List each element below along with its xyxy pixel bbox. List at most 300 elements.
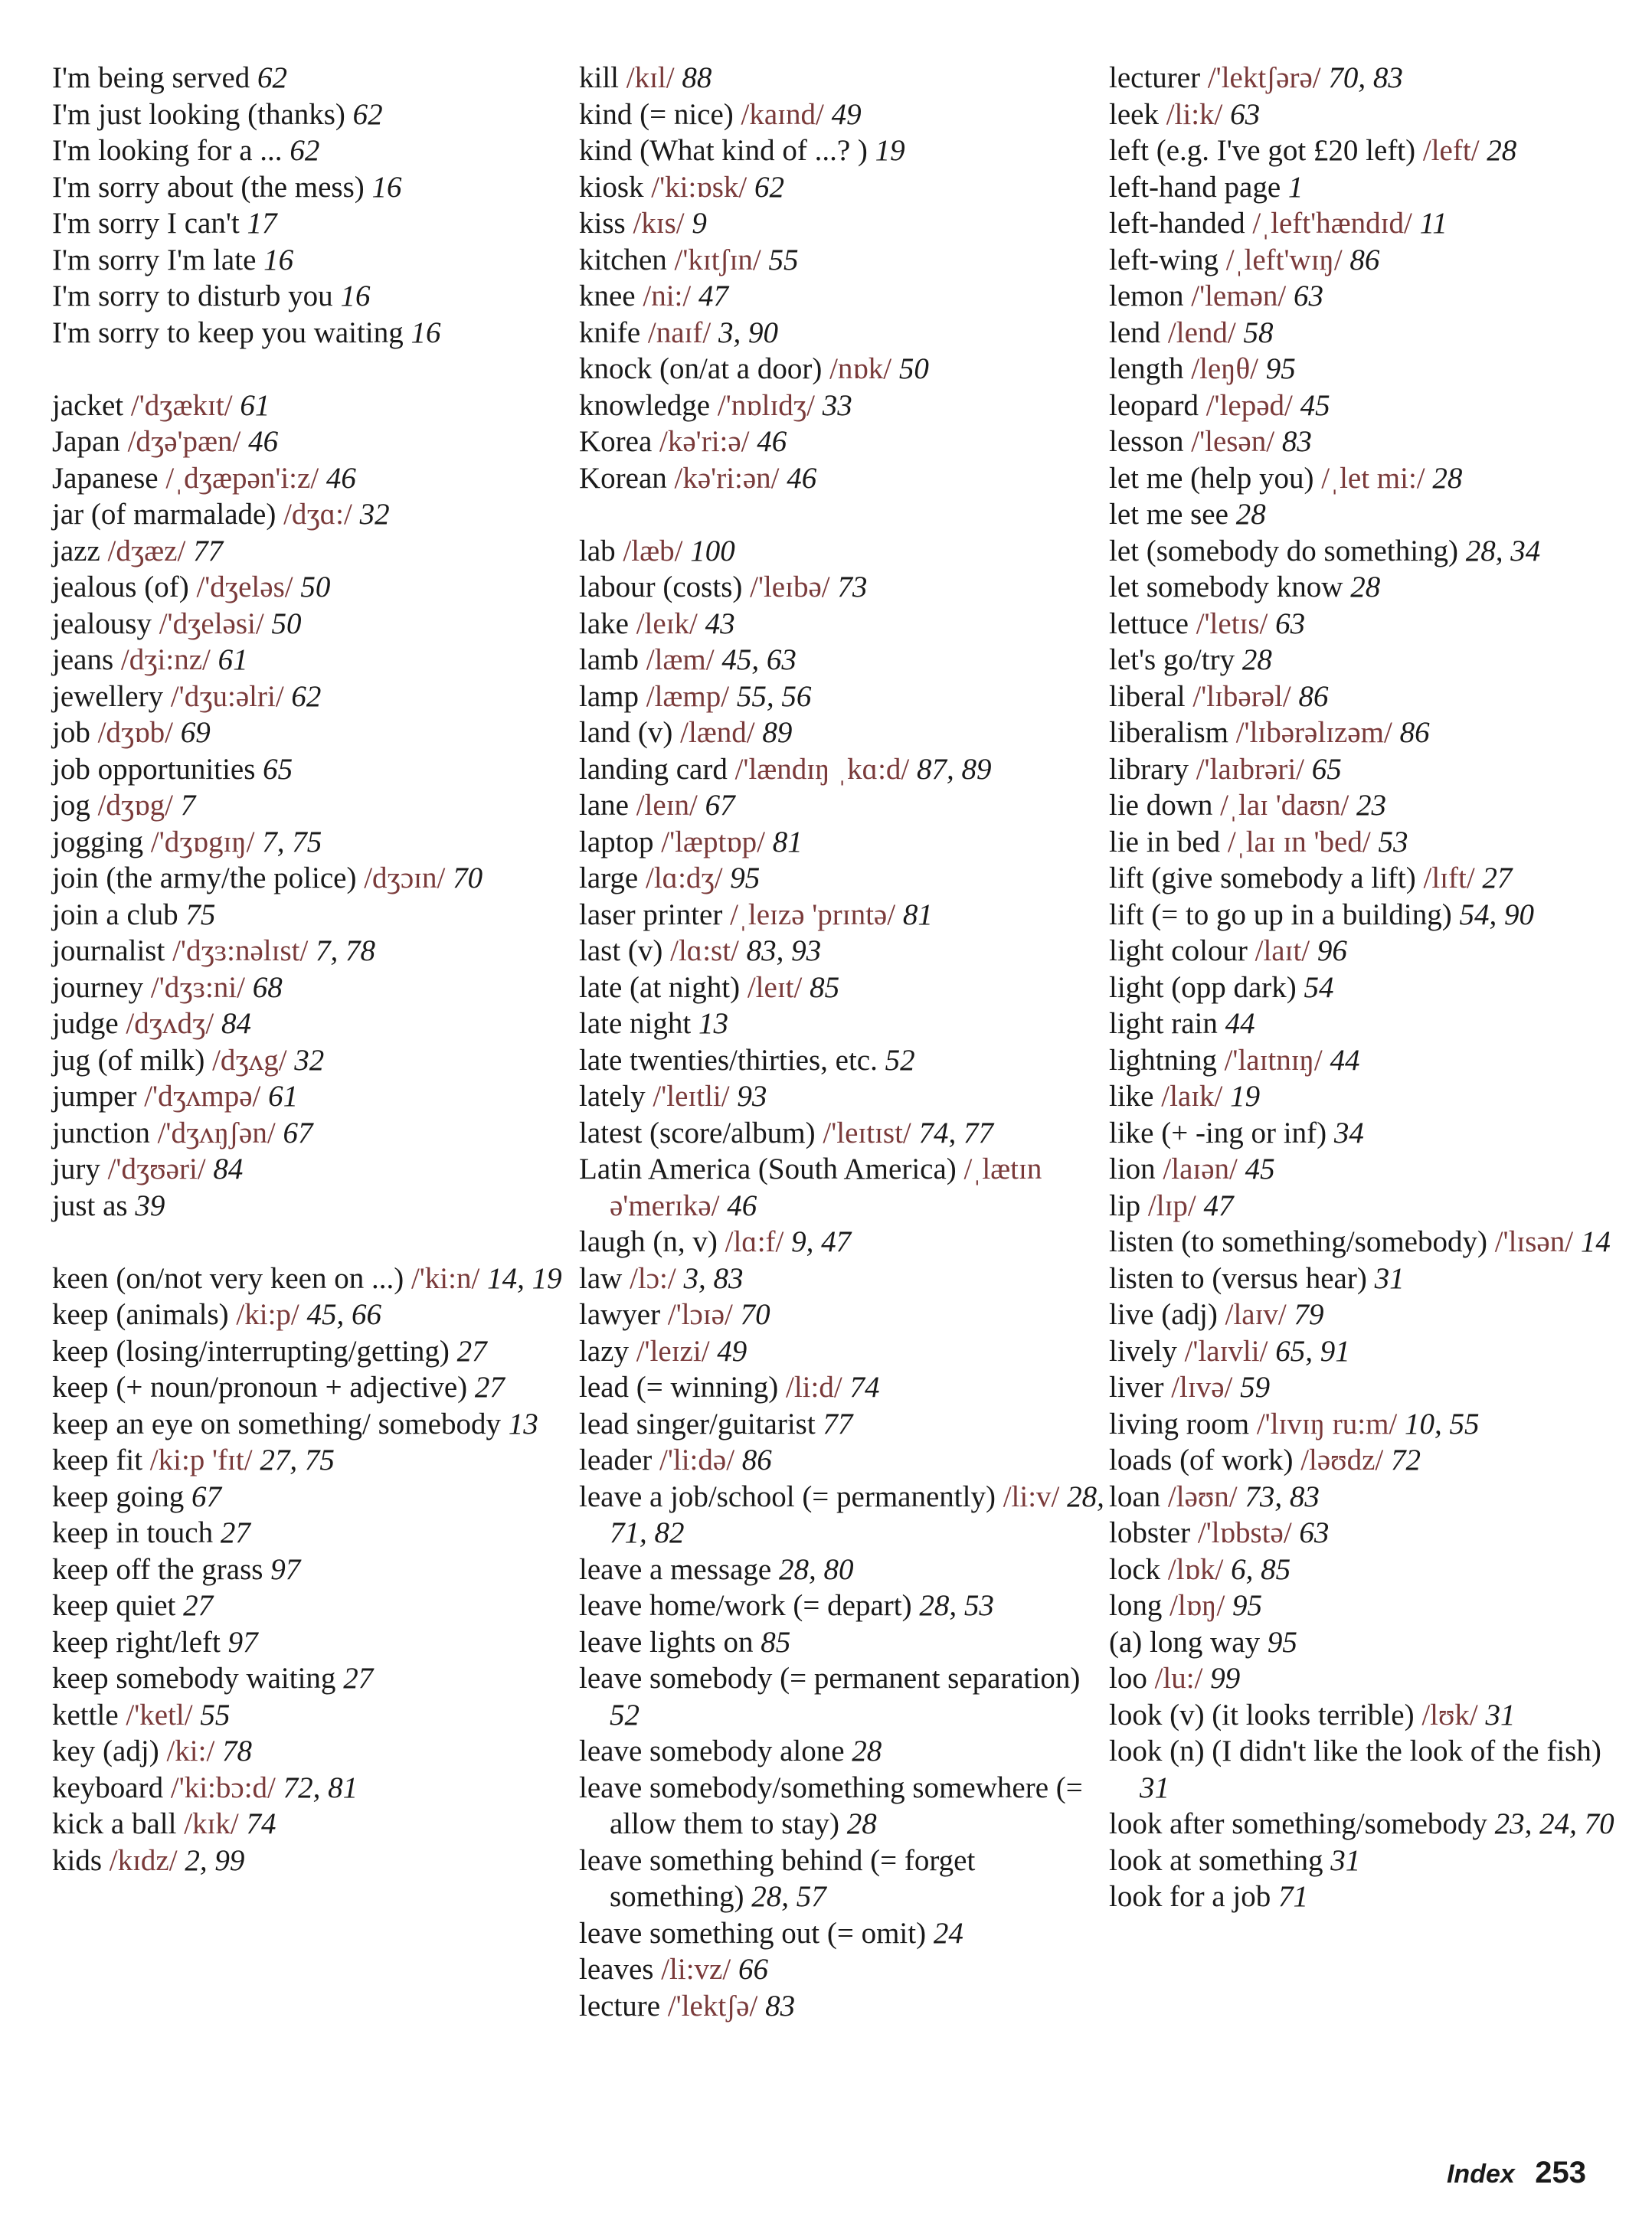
index-entry — [579, 897, 1107, 934]
entry-headword: job opportunities — [52, 752, 256, 786]
entry-headword: loan — [1109, 1480, 1161, 1513]
entry-headword: loads (of work) — [1109, 1444, 1294, 1476]
entry-page-refs: 49 — [717, 1334, 747, 1368]
page-number: 253 — [1535, 2156, 1586, 2189]
entry-page-refs: 11 — [1419, 207, 1448, 240]
entry-headword: lie in bed — [1109, 825, 1221, 858]
entry-pronunciation: /'nɒlɪdʒ/ — [717, 388, 815, 422]
entry-page-refs: 28, 34 — [1465, 534, 1541, 567]
entry-page-refs: 47 — [1203, 1189, 1234, 1222]
entry-page-refs: 28 — [1235, 498, 1266, 531]
index-entry — [579, 460, 1107, 497]
entry-page-refs: 62 — [257, 61, 288, 94]
entry-headword: judge — [52, 1007, 119, 1040]
entry-headword: length — [1109, 352, 1184, 385]
entry-headword: kiss — [579, 207, 626, 240]
entry-page-refs: 100 — [690, 534, 735, 567]
index-entry — [579, 96, 1107, 133]
entry-pronunciation: /'leɪbə/ — [750, 571, 830, 603]
entry-pronunciation: /li:v/ — [1003, 1480, 1060, 1513]
entry-pronunciation: /'li:də/ — [659, 1444, 735, 1476]
entry-page-refs: 28, 57 — [751, 1880, 826, 1913]
entry-pronunciation: /li:k/ — [1166, 97, 1223, 131]
entry-headword: lobster — [1109, 1516, 1191, 1549]
index-entry — [1109, 533, 1637, 570]
entry-page-refs: 53 — [1378, 825, 1408, 858]
entry-page-refs: 67 — [191, 1480, 221, 1513]
entry-page-refs: 9, 47 — [791, 1225, 852, 1258]
index-entry — [579, 1333, 1107, 1370]
entry-headword: lock — [1109, 1552, 1161, 1586]
entry-headword: liver — [1109, 1371, 1164, 1404]
entry-headword: let somebody know — [1109, 571, 1343, 603]
entry-headword: Korea — [579, 425, 653, 458]
entry-page-refs: 7 — [180, 789, 196, 822]
entry-headword: I'm being served — [52, 61, 250, 94]
entry-headword: I'm just looking (thanks) — [52, 97, 345, 131]
entry-page-refs: 54, 90 — [1459, 898, 1534, 931]
entry-headword: jar (of marmalade) — [52, 498, 276, 531]
entry-page-refs: 87, 89 — [916, 752, 992, 786]
entry-headword: leave home/work (= depart) — [579, 1589, 912, 1622]
index-entry — [1109, 169, 1637, 206]
entry-page-refs: 77 — [823, 1407, 853, 1440]
entry-headword: leaves — [579, 1953, 654, 1986]
entry-headword: lead singer/guitarist — [579, 1407, 816, 1440]
index-entry — [52, 1042, 573, 1079]
entry-headword: last (v) — [579, 934, 663, 967]
entry-page-refs: 85 — [810, 970, 840, 1004]
entry-page-refs: 10, 55 — [1405, 1407, 1480, 1440]
entry-page-refs: 34 — [1333, 1116, 1364, 1149]
entry-pronunciation: /'leɪzi/ — [636, 1334, 710, 1368]
entry-headword: lie down — [1109, 789, 1213, 822]
entry-page-refs: 17 — [247, 207, 277, 240]
entry-pronunciation: /'dʒʊəri/ — [107, 1153, 206, 1185]
index-entry — [1109, 1078, 1637, 1115]
entry-page-refs: 71 — [1277, 1880, 1308, 1913]
entry-page-refs: 55, 56 — [736, 679, 812, 713]
entry-page-refs: 67 — [283, 1116, 313, 1149]
entry-headword: lift (give somebody a lift) — [1109, 862, 1416, 894]
entry-headword: law — [579, 1261, 623, 1295]
index-entry — [1109, 96, 1637, 133]
entry-pronunciation: /lɒk/ — [1167, 1552, 1224, 1586]
index-entry — [1109, 60, 1637, 96]
index-entry — [1109, 496, 1637, 533]
index-entry — [1109, 1115, 1637, 1152]
entry-page-refs: 7, 75 — [262, 825, 322, 858]
index-entry — [1109, 423, 1637, 460]
entry-page-refs: 50 — [271, 607, 302, 640]
index-entry — [1109, 569, 1637, 606]
entry-headword: keep in touch — [52, 1516, 214, 1549]
entry-page-refs: 31 — [1374, 1261, 1405, 1295]
index-entry — [52, 569, 573, 606]
entry-headword: let's go/try — [1109, 643, 1235, 676]
entry-pronunciation: /leŋθ/ — [1191, 352, 1259, 385]
entry-headword: kiosk — [579, 170, 644, 204]
index-entry — [52, 897, 573, 934]
index-entry — [1109, 132, 1637, 169]
index-entry — [52, 1588, 573, 1624]
entry-headword: kitchen — [579, 243, 667, 276]
entry-pronunciation: /'dʒeləsi/ — [159, 607, 264, 640]
entry-page-refs: 44 — [1330, 1043, 1360, 1077]
entry-headword: lion — [1109, 1153, 1156, 1185]
entry-page-refs: 33 — [822, 388, 852, 422]
entry-pronunciation: /'dʒɜ:ni/ — [150, 970, 245, 1004]
entry-page-refs: 83 — [1281, 425, 1312, 458]
entry-page-refs: 96 — [1317, 934, 1347, 967]
index-entry — [1109, 1151, 1637, 1188]
index-entry — [579, 569, 1107, 606]
entry-page-refs: 3, 83 — [683, 1261, 744, 1295]
index-entry — [579, 1297, 1107, 1333]
index-entry — [1109, 1042, 1637, 1079]
index-entry — [579, 1042, 1107, 1079]
index-entry — [579, 388, 1107, 424]
entry-pronunciation: /lɪft/ — [1423, 862, 1475, 894]
index-entry — [579, 1479, 1107, 1552]
index-entry — [52, 642, 573, 679]
index-entry — [52, 970, 573, 1006]
entry-pronunciation: /'ki:ɒsk/ — [651, 170, 747, 204]
entry-pronunciation: /'lɒbstə/ — [1197, 1516, 1292, 1549]
entry-headword: large — [579, 862, 639, 894]
index-entry — [579, 1406, 1107, 1443]
entry-headword: library — [1109, 752, 1189, 786]
index-entry — [579, 1588, 1107, 1624]
entry-pronunciation: /ni:/ — [643, 280, 692, 312]
entry-pronunciation: /ˌlet mi:/ — [1321, 461, 1425, 495]
index-entry — [1109, 460, 1637, 497]
index-entry — [52, 1188, 573, 1225]
entry-headword: leave somebody/something somewhere (= allow them to stay) — [579, 1771, 1083, 1840]
index-entry — [52, 1261, 573, 1297]
entry-page-refs: 61 — [268, 1080, 299, 1113]
entry-page-refs: 83, 93 — [746, 934, 822, 967]
entry-page-refs: 67 — [705, 789, 735, 822]
index-entry — [52, 1333, 573, 1370]
index-entry — [579, 1224, 1107, 1261]
entry-pronunciation: /ki:/ — [166, 1735, 215, 1767]
entry-page-refs: 81 — [772, 825, 803, 858]
entry-page-refs: 28, 71, 82 — [610, 1480, 1104, 1549]
entry-headword: left-wing — [1109, 243, 1219, 276]
index-entry — [579, 169, 1107, 206]
entry-pronunciation: /'lɪbərəlɪzəm/ — [1235, 716, 1392, 749]
entry-headword: lend — [1109, 316, 1161, 349]
index-entry — [52, 1552, 573, 1588]
index-entry — [52, 1624, 573, 1661]
entry-headword: key (adj) — [52, 1735, 159, 1767]
entry-headword: let me (help you) — [1109, 461, 1314, 495]
entry-pronunciation: /'dʒu:əlri/ — [170, 679, 284, 713]
entry-page-refs: 97 — [227, 1625, 258, 1659]
entry-page-refs: 93 — [737, 1080, 767, 1113]
index-entry — [1109, 388, 1637, 424]
entry-headword: left-handed — [1109, 207, 1245, 240]
entry-headword: kill — [579, 61, 620, 94]
index-entry — [579, 606, 1107, 643]
index-entry — [52, 1115, 573, 1152]
entry-pronunciation: /'leɪtɪst/ — [823, 1116, 911, 1149]
entry-headword: let (somebody do something) — [1109, 534, 1459, 567]
entry-pronunciation: /dʒɑ:/ — [283, 498, 352, 531]
entry-pronunciation: /'ketl/ — [126, 1698, 193, 1732]
entry-pronunciation: /lɒŋ/ — [1169, 1589, 1225, 1622]
entry-page-refs: 27 — [220, 1516, 250, 1549]
entry-page-refs: 63 — [1293, 280, 1323, 312]
index-entry — [1109, 1660, 1637, 1697]
index-entry — [579, 933, 1107, 970]
entry-page-refs: 89 — [762, 716, 793, 749]
index-entry — [1109, 679, 1637, 715]
index-entry — [579, 60, 1107, 96]
index-entry — [579, 1843, 1107, 1915]
entry-page-refs: 46 — [727, 1189, 757, 1222]
entry-page-refs: 16 — [371, 170, 402, 204]
entry-headword: jeans — [52, 643, 114, 676]
entry-page-refs: 45, 66 — [306, 1298, 381, 1331]
entry-pronunciation: /'lesən/ — [1191, 425, 1275, 458]
entry-headword: jumper — [52, 1080, 137, 1113]
entry-headword: keen (on/not very keen on ...) — [52, 1261, 404, 1295]
entry-page-refs: 43 — [705, 607, 735, 640]
entry-pronunciation: /'kɪtʃɪn/ — [674, 243, 761, 276]
entry-headword: keep (losing/interrupting/getting) — [52, 1334, 450, 1368]
index-entry — [1109, 970, 1637, 1006]
entry-pronunciation: /ˌlaɪ 'daʊn/ — [1220, 789, 1349, 822]
index-entry — [52, 1660, 573, 1697]
entry-headword: like — [1109, 1080, 1154, 1113]
index-column-3 — [1109, 60, 1637, 1915]
entry-headword: liberal — [1109, 679, 1186, 713]
entry-pronunciation: /'lɔɪə/ — [667, 1298, 733, 1331]
index-entry — [579, 679, 1107, 715]
entry-pronunciation: /'ki:bɔ:d/ — [170, 1771, 276, 1804]
index-entry — [579, 860, 1107, 897]
entry-pronunciation: /'læptɒp/ — [661, 825, 766, 858]
index-entry — [1109, 1515, 1637, 1552]
entry-pronunciation: /ˌdʒæpən'i:z/ — [165, 461, 319, 495]
entry-page-refs: 63 — [1275, 607, 1306, 640]
entry-pronunciation: /laɪən/ — [1163, 1153, 1238, 1185]
entry-pronunciation: /laɪv/ — [1225, 1298, 1287, 1331]
index-entry — [1109, 1261, 1637, 1297]
entry-page-refs: 46 — [248, 425, 279, 458]
index-entry — [579, 1660, 1107, 1733]
entry-page-refs: 28 — [1487, 134, 1517, 167]
entry-headword: jewellery — [52, 679, 164, 713]
index-entry — [579, 1369, 1107, 1406]
entry-headword: Japanese — [52, 461, 159, 495]
index-entry — [1109, 1442, 1637, 1479]
entry-headword: Korean — [579, 461, 667, 495]
entry-headword: long — [1109, 1589, 1163, 1622]
index-entry — [1109, 1479, 1637, 1516]
entry-page-refs: 59 — [1240, 1371, 1271, 1404]
entry-headword: join (the army/the police) — [52, 862, 357, 894]
entry-page-refs: 14 — [1580, 1225, 1611, 1258]
entry-pronunciation: /'lektʃə/ — [667, 1989, 758, 2023]
entry-pronunciation: /dʒæz/ — [107, 534, 186, 567]
entry-headword: lemon — [1109, 280, 1184, 312]
entry-headword: let me see — [1109, 498, 1228, 531]
entry-headword: lamp — [579, 679, 639, 713]
entry-pronunciation: /'laɪvli/ — [1184, 1334, 1268, 1368]
entry-headword: lake — [579, 607, 629, 640]
entry-pronunciation: /leɪk/ — [636, 607, 698, 640]
entry-headword: knee — [579, 280, 636, 312]
index-entry — [52, 860, 573, 897]
entry-page-refs: 84 — [221, 1007, 251, 1040]
index-entry — [1109, 606, 1637, 643]
entry-page-refs: 28 — [1241, 643, 1272, 676]
entry-pronunciation: /ləʊn/ — [1167, 1480, 1238, 1513]
index-entry — [579, 1733, 1107, 1770]
entry-page-refs: 75 — [185, 898, 216, 931]
entry-pronunciation: /li:d/ — [786, 1371, 842, 1404]
entry-headword: light (opp dark) — [1109, 970, 1297, 1004]
entry-page-refs: 95 — [1267, 1625, 1297, 1659]
entry-pronunciation: /'ki:n/ — [411, 1261, 480, 1295]
entry-page-refs: 28 — [1350, 571, 1381, 603]
entry-pronunciation: /nɒk/ — [829, 352, 892, 385]
entry-headword: I'm sorry I'm late — [52, 243, 257, 276]
index-entry — [579, 533, 1107, 570]
entry-page-refs: 68 — [252, 970, 283, 1004]
entry-page-refs: 23, 24, 70 — [1494, 1807, 1614, 1840]
entry-headword: I'm sorry to keep you waiting — [52, 316, 404, 349]
entry-pronunciation: /left/ — [1422, 134, 1480, 167]
entry-headword: keep going — [52, 1480, 185, 1513]
entry-page-refs: 70 — [453, 862, 483, 894]
entry-page-refs: 32 — [359, 498, 390, 531]
entry-pronunciation: /li:vz/ — [661, 1953, 731, 1986]
entry-headword: light rain — [1109, 1007, 1218, 1040]
index-entry — [52, 278, 573, 315]
entry-headword: lightning — [1109, 1043, 1217, 1077]
entry-pronunciation: /kə'ri:ə/ — [659, 425, 750, 458]
entry-page-refs: 27, 75 — [260, 1444, 335, 1476]
entry-page-refs: 95 — [1265, 352, 1296, 385]
entry-pronunciation: /læmp/ — [646, 679, 730, 713]
entry-headword: jog — [52, 789, 90, 822]
index-entry — [1109, 1624, 1637, 1661]
index-entry — [52, 1515, 573, 1552]
entry-headword: I'm sorry about (the mess) — [52, 170, 365, 204]
index-entry — [579, 1006, 1107, 1042]
entry-page-refs: 47 — [698, 280, 728, 312]
index-entry — [52, 1733, 573, 1770]
entry-page-refs: 32 — [294, 1043, 325, 1077]
entry-headword: lively — [1109, 1334, 1177, 1368]
index-entry — [579, 1915, 1107, 1952]
index-entry — [1109, 824, 1637, 861]
entry-headword: lecture — [579, 1989, 661, 2023]
entry-headword: I'm looking for a ... — [52, 134, 283, 167]
index-entry — [579, 205, 1107, 242]
index-entry — [579, 132, 1107, 169]
entry-page-refs: 97 — [270, 1552, 301, 1586]
entry-headword: lip — [1109, 1189, 1141, 1222]
entry-headword: jealousy — [52, 607, 152, 640]
entry-pronunciation: /ki:p 'fɪt/ — [149, 1444, 253, 1476]
entry-pronunciation: /lʊk/ — [1421, 1698, 1478, 1732]
index-entry — [52, 460, 573, 497]
index-entry — [1109, 642, 1637, 679]
entry-headword: left-hand page — [1109, 170, 1281, 204]
entry-page-refs: 24 — [933, 1916, 963, 1950]
entry-page-refs: 9 — [692, 207, 707, 240]
entry-headword: jug (of milk) — [52, 1043, 205, 1077]
entry-page-refs: 77 — [193, 534, 224, 567]
entry-page-refs: 27 — [1482, 862, 1513, 894]
entry-pronunciation: /lɪp/ — [1147, 1189, 1196, 1222]
entry-page-refs: 28 — [846, 1807, 877, 1840]
entry-page-refs: 19 — [875, 134, 905, 167]
index-entry — [579, 1115, 1107, 1152]
index-entry — [579, 970, 1107, 1006]
entry-headword: leave lights on — [579, 1625, 754, 1659]
entry-page-refs: 55 — [768, 243, 799, 276]
index-entry — [1109, 897, 1637, 934]
index-entry — [1109, 1588, 1637, 1624]
entry-headword: leave a message — [579, 1552, 772, 1586]
index-entry — [579, 278, 1107, 315]
entry-pronunciation: /'lektʃərə/ — [1207, 61, 1321, 94]
entry-page-refs: 52 — [885, 1043, 915, 1077]
index-entry — [579, 315, 1107, 352]
index-entry — [52, 423, 573, 460]
index-entry — [52, 715, 573, 751]
entry-page-refs: 83 — [765, 1989, 796, 2023]
entry-headword: I'm sorry I can't — [52, 207, 240, 240]
entry-headword: journalist — [52, 934, 165, 967]
index-entry — [579, 1442, 1107, 1479]
entry-headword: keyboard — [52, 1771, 164, 1804]
entry-page-refs: 49 — [831, 97, 862, 131]
entry-headword: late night — [579, 1007, 692, 1040]
index-entry — [579, 1261, 1107, 1297]
entry-headword: leek — [1109, 97, 1159, 131]
entry-headword: kettle — [52, 1698, 119, 1732]
entry-page-refs: 14, 19 — [487, 1261, 562, 1295]
entry-page-refs: 28 — [852, 1735, 882, 1767]
entry-page-refs: 86 — [1349, 243, 1380, 276]
entry-page-refs: 61 — [218, 643, 248, 676]
entry-headword: leave something out (= omit) — [579, 1916, 927, 1950]
entry-headword: landing card — [579, 752, 728, 786]
entry-headword: jacket — [52, 388, 124, 422]
entry-pronunciation: /lænd/ — [680, 716, 755, 749]
entry-page-refs: 44 — [1225, 1007, 1255, 1040]
entry-pronunciation: /kɪk/ — [184, 1807, 239, 1840]
entry-page-refs: 13 — [508, 1407, 538, 1440]
index-entry — [579, 715, 1107, 751]
entry-page-refs: 27 — [456, 1334, 487, 1368]
index-entry — [1109, 1697, 1637, 1734]
entry-page-refs: 72 — [1390, 1444, 1421, 1476]
index-entry — [579, 423, 1107, 460]
entry-headword: keep somebody waiting — [52, 1662, 336, 1695]
entry-headword: keep fit — [52, 1444, 143, 1476]
entry-page-refs: 19 — [1230, 1080, 1261, 1113]
index-entry — [52, 1843, 573, 1879]
index-entry — [52, 533, 573, 570]
